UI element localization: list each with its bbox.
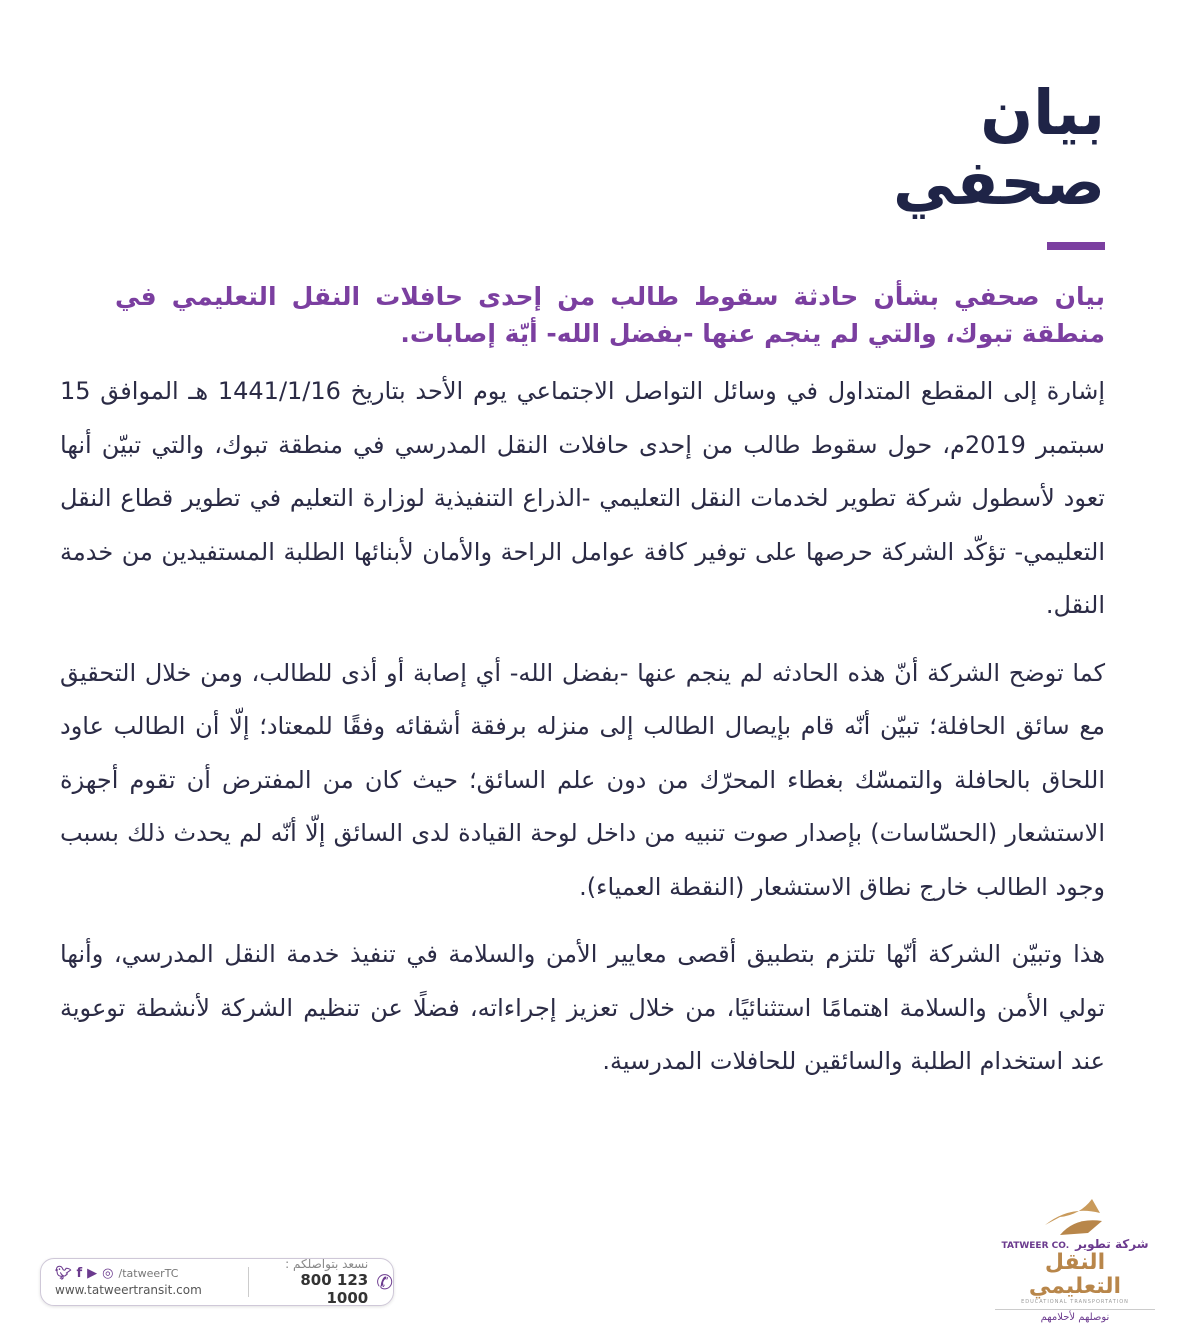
phone-block [257,1257,393,1307]
instagram-icon[interactable]: ◎ [102,1266,114,1281]
twitter-icon[interactable]: 🐦︎ [55,1266,72,1281]
paragraph: إشارة إلى المقطع المتداول في وسائل التواصل الاجتماعي يوم الأحد بتاريخ 1441/1/16 هـ الموافق 15 سبتمبر 2019م، حول سقوط طالب من إحدى حافلات النقل المدرسي في منطقة تبوك، والتي تبيّن أنها تعود لأسطول شركة تطوير لخدمات النقل التعليمي -الذراع التنفيذية لوزارة التعليم في تطوير قطاع النقل التعليمي- تؤكّد الشركة حرصها على توفير كافة عوامل الراحة والأمان لأبنائها الطلبة المستفيدين من خدمة النقل. [60,377,1106,619]
social-block [41,1266,240,1298]
title-line-2: صحفي [893,146,1105,219]
website-link[interactable]: www.tatweertransit.com [55,1283,202,1297]
logo-ar-company: شركة تطوير [1075,1237,1149,1251]
contact-footer [40,1258,394,1306]
logo-en-name: EDUCATIONAL TRANSPORTATION [1021,1299,1129,1305]
social-icons [55,1266,240,1282]
company-logo [995,1195,1155,1323]
paragraph: هذا وتبيّن الشركة أنّها تلتزم بتطبيق أقصى معايير الأمن والسلامة في تنفيذ خدمة النقل المدرسي، وأنها تولي الأمن والسلامة اهتمامًا استثنائيًا، من خلال تعزيز إجراءاته، فضلًا عن تنظيم الشركة لأنشطة توعوية عند استخدام الطلبة والسائقين للحافلات المدرسية. [60,940,1105,1075]
logo-top-row [995,1237,1155,1251]
social-handle[interactable]: /tatweerTC [118,1267,179,1280]
logo-emblem-icon [1040,1195,1110,1237]
phone-text [257,1257,368,1307]
divider [248,1267,249,1297]
logo-tagline: نوصلهم لأحلامهم [995,1309,1155,1323]
subtitle: بيان صحفي بشأن حادثة سقوط طالب من إحدى حافلات النقل التعليمي في منطقة تبوك، والتي لم ينجم عنها -بفضل الله- أيّة إصابات. [115,282,1105,348]
paragraph: كما توضح الشركة أنّ هذه الحادثه لم ينجم عنها -بفضل الله- أي إصابة أو أذى للطالب، ومن خلال التحقيق مع سائق الحافلة؛ تبيّن أنّه قام بإيصال الطالب إلى منزله برفقة أشقائه وفقًا للمعتاد؛ إلّا أن الطالب عاود اللحاق بالحافلة والتمسّك بغطاء المحرّك من دون علم السائق؛ حيث كان من المفترض أن تقوم أجهزة الاستشعار (الحسّاسات) بإصدار صوت تنبيه من داخل لوحة القيادة لدى السائق إلّا أنّه لم يحدث ذلك بسبب وجود الطالب خارج نطاق الاستشعار (النقطة العمياء). [60,658,1105,901]
logo-ar-name: النقل التعليمي [1028,1250,1122,1299]
phone-number[interactable]: 800 123 1000 [300,1271,369,1307]
page-title [705,78,1105,218]
accent-divider [1047,242,1105,250]
phone-icon: ✆ [376,1270,393,1294]
title-line-1: بيان [980,76,1105,149]
youtube-icon[interactable]: ▶ [87,1266,98,1281]
body-text [60,365,1105,1103]
phone-label: نسعد بتواصلكم : [285,1257,369,1271]
facebook-icon[interactable]: f [76,1266,83,1281]
logo-en-company: TATWEER CO. [1001,1241,1070,1251]
